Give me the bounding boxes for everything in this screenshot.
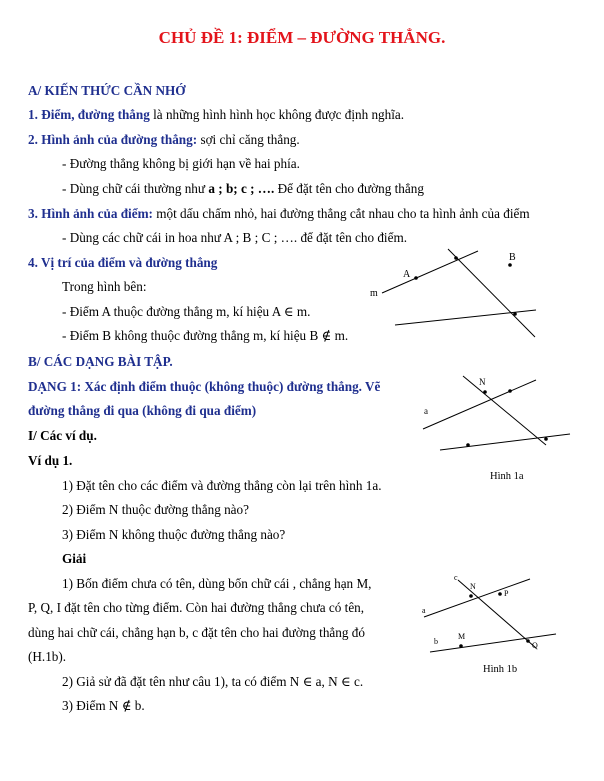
label-m: m bbox=[370, 288, 378, 299]
dang-1-line-1: DẠNG 1: Xác định điểm thuộc (không thuộc) đường thẳng. Vẽ bbox=[28, 379, 381, 394]
label-a: A bbox=[403, 269, 411, 280]
solution-heading: Giải bbox=[62, 551, 87, 566]
point-p-1b bbox=[498, 592, 502, 596]
point-a bbox=[414, 276, 418, 280]
label-b: B bbox=[509, 252, 516, 263]
answer-1-line-2: P, Q, I đặt tên cho từng điểm. Còn hai đường thẳng chưa có tên, bbox=[28, 600, 365, 615]
answer-3: 3) Điểm N ∉ b. bbox=[62, 698, 145, 713]
item-2b-bold: a ; b; c ; …. bbox=[208, 181, 275, 196]
item-4-heading: 4. Vị trí của điểm và đường thẳng bbox=[28, 255, 218, 270]
point-m-1a bbox=[466, 443, 470, 447]
section-a-heading: A/ KIẾN THỨC CẦN NHỚ bbox=[28, 83, 186, 98]
figure-1a bbox=[418, 370, 578, 460]
question-3: 3) Điểm N không thuộc đường thẳng nào? bbox=[62, 527, 286, 542]
item-2-heading: 2. Hình ảnh của đường thẳng: bbox=[28, 132, 198, 147]
item-2b bbox=[62, 181, 424, 197]
label-c-1b: c bbox=[454, 573, 458, 582]
point-q-1a bbox=[544, 437, 548, 441]
label-n-1a: N bbox=[479, 377, 486, 387]
item-2a: - Đường thẳng không bị giới hạn về hai phía. bbox=[62, 156, 300, 171]
label-b-1b: b bbox=[434, 637, 438, 646]
dang-1-line-2: đường thẳng đi qua (không đi qua điểm) bbox=[28, 403, 257, 418]
line-m bbox=[382, 251, 478, 293]
label-n-1b: N bbox=[470, 582, 476, 591]
item-2-text: sợi chỉ căng thẳng. bbox=[197, 132, 300, 147]
point-m-1b bbox=[459, 644, 463, 648]
point-b bbox=[508, 263, 512, 267]
item-4b: - Điểm A thuộc đường thẳng m, kí hiệu A ∈ m. bbox=[62, 304, 311, 319]
item-3 bbox=[28, 206, 530, 222]
point-n-1b bbox=[469, 594, 473, 598]
item-2b-pre: - Dùng chữ cái thường như bbox=[62, 181, 209, 196]
example-1-heading: Ví dụ 1. bbox=[28, 453, 73, 468]
answer-1-line-1: 1) Bốn điểm chưa có tên, dùng bốn chữ cái , chẳng hạn M, bbox=[62, 576, 372, 591]
point-n-1a bbox=[483, 390, 487, 394]
point-q-1b bbox=[526, 639, 530, 643]
page-title: CHỦ ĐỀ 1: ĐIỂM – ĐƯỜNG THẲNG. bbox=[158, 28, 446, 47]
intersection-point-2 bbox=[513, 312, 517, 316]
label-q-1b: Q bbox=[532, 641, 538, 650]
item-3-heading: 3. Hình ảnh của điểm: bbox=[28, 206, 153, 221]
line-a-1a bbox=[423, 380, 536, 429]
label-a-1a: a bbox=[424, 406, 428, 416]
label-a-1b: a bbox=[422, 606, 426, 615]
line-c-1a bbox=[463, 376, 546, 445]
item-3-text: một dấu chấm nhỏ, hai đường thẳng cắt nhau cho ta hình ảnh của điểm bbox=[152, 206, 530, 221]
examples-heading: I/ Các ví dụ. bbox=[28, 428, 97, 443]
line-a-1b bbox=[424, 579, 530, 617]
question-1: 1) Đặt tên cho các điểm và đường thẳng còn lại trên hình 1a. bbox=[62, 478, 382, 493]
answer-1-line-3: dùng hai chữ cái, chẳng hạn b, c đặt tên cho hai đường thẳng đó bbox=[28, 625, 365, 640]
item-2 bbox=[28, 132, 300, 148]
line-cross-1 bbox=[448, 249, 535, 337]
item-1 bbox=[28, 107, 404, 123]
item-4c: - Điểm B không thuộc đường thẳng m, kí hiệu B ∉ m. bbox=[62, 328, 349, 343]
question-2: 2) Điểm N thuộc đường thẳng nào? bbox=[62, 502, 249, 517]
item-3a: - Dùng các chữ cái in hoa như A ; B ; C ; …. để đặt tên cho điểm. bbox=[62, 230, 408, 245]
intersection-point bbox=[454, 256, 458, 260]
caption-1b: Hình 1b bbox=[483, 664, 518, 675]
figure-point-line bbox=[360, 240, 540, 340]
caption-1a: Hình 1a bbox=[490, 471, 524, 482]
item-1-text: là những hình hình học không được định nghĩa. bbox=[149, 107, 405, 122]
label-p-1b: P bbox=[504, 589, 509, 598]
answer-1-line-4: (H.1b). bbox=[28, 649, 67, 664]
figure-1b bbox=[418, 572, 568, 662]
item-4a: Trong hình bên: bbox=[62, 279, 147, 294]
item-1-heading: 1. Điểm, đường thẳng bbox=[28, 107, 150, 122]
answer-2: 2) Giả sử đã đặt tên như câu 1), ta có điểm N ∈ a, N ∈ c. bbox=[62, 674, 364, 689]
section-b-heading: B/ CÁC DẠNG BÀI TẬP. bbox=[28, 354, 173, 369]
line-b-1a bbox=[440, 434, 570, 450]
item-2b-post: Để đặt tên cho đường thẳng bbox=[274, 181, 424, 196]
label-m-1b: M bbox=[458, 632, 466, 641]
point-p-1a bbox=[508, 389, 512, 393]
